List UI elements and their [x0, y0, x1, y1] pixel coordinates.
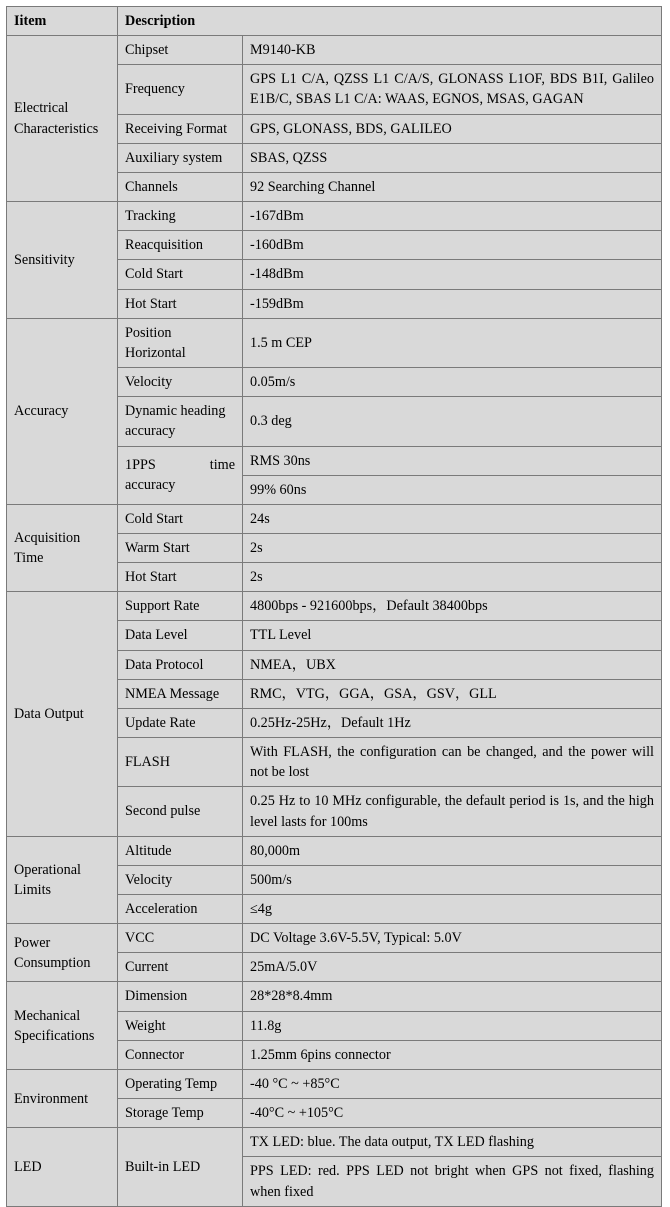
row-label-line2: accuracy — [125, 477, 176, 494]
table-row — [7, 1128, 662, 1157]
row-label: Operating Temp — [118, 1069, 243, 1098]
row-value: M9140-KB — [243, 36, 662, 65]
row-value: GPS L1 C/A, QZSS L1 C/A/S, GLONASS L1OF, BDS B1I, Galileo E1B/C, SBAS L1 C/A: WAAS, EGNOS, MSAS, GAGAN — [243, 65, 662, 114]
table-row — [7, 982, 662, 1011]
group-label-environment: Environment — [7, 1069, 118, 1127]
row-value: 500m/s — [243, 865, 662, 894]
table-body — [7, 36, 662, 1207]
row-label-line1: Position — [125, 324, 172, 341]
row-label: Acceleration — [118, 895, 243, 924]
row-value-sub1: RMS 30ns — [243, 446, 662, 475]
row-value: 0.25 Hz to 10 MHz configurable, the default period is 1s, and the high level lasts for 100ms — [243, 787, 662, 836]
row-label: Reacquisition — [118, 231, 243, 260]
table-row — [7, 1069, 662, 1098]
row-label: Built-in LED — [118, 1128, 243, 1206]
header-cell-description: Description — [118, 7, 662, 36]
row-value: 11.8g — [243, 1011, 662, 1040]
row-value-sub1: TX LED: blue. The data output, TX LED flashing — [243, 1128, 662, 1157]
row-value: 25mA/5.0V — [243, 953, 662, 982]
group-label-operational-limits: Operational Limits — [7, 836, 118, 923]
table-row — [7, 318, 662, 367]
row-label: Receiving Format — [118, 114, 243, 143]
row-value: 2s — [243, 563, 662, 592]
row-label: Hot Start — [118, 289, 243, 318]
table-header — [7, 7, 662, 36]
row-label: Dimension — [118, 982, 243, 1011]
group-label-acquisition-time: Acquisition Time — [7, 504, 118, 591]
group-label-accuracy: Accuracy — [7, 318, 118, 504]
table-row — [7, 924, 662, 953]
group-label-power-consumption: Power Consumption — [7, 924, 118, 982]
row-value: -160dBm — [243, 231, 662, 260]
row-label: Cold Start — [118, 504, 243, 533]
row-label: Data Protocol — [118, 650, 243, 679]
group-label-sensitivity: Sensitivity — [7, 202, 118, 319]
row-value: ≤4g — [243, 895, 662, 924]
row-label-line1-right: time — [209, 457, 235, 473]
table-row — [7, 202, 662, 231]
table-row — [7, 504, 662, 533]
row-label-line2: accuracy — [125, 423, 176, 440]
row-value: 0.05m/s — [243, 368, 662, 397]
row-value: GPS, GLONASS, BDS, GALILEO — [243, 114, 662, 143]
row-label: FLASH — [118, 738, 243, 787]
specification-table — [6, 6, 662, 1207]
row-value: 1.25mm 6pins connector — [243, 1040, 662, 1069]
row-value: -159dBm — [243, 289, 662, 318]
row-value: 92 Searching Channel — [243, 172, 662, 201]
row-label: Altitude — [118, 836, 243, 865]
row-value: SBAS, QZSS — [243, 143, 662, 172]
row-label: Storage Temp — [118, 1099, 243, 1128]
row-label: Frequency — [118, 65, 243, 114]
row-label: Tracking — [118, 202, 243, 231]
header-cell-item: Iitem — [7, 7, 118, 36]
row-label-line1-left: 1PPS — [125, 457, 156, 473]
row-value: 0.3 deg — [243, 397, 662, 446]
row-value: RMC，VTG，GGA，GSA，GSV，GLL — [243, 679, 662, 708]
row-label: Hot Start — [118, 563, 243, 592]
row-label: Velocity — [118, 368, 243, 397]
row-value: 80,000m — [243, 836, 662, 865]
group-label-mechanical-specifications: Mechanical Specifications — [7, 982, 118, 1069]
row-label — [118, 318, 243, 367]
row-value-sub2: 99% 60ns — [243, 475, 662, 504]
row-value: 0.25Hz-25Hz，Default 1Hz — [243, 708, 662, 737]
row-value: TTL Level — [243, 621, 662, 650]
row-label — [118, 446, 243, 504]
row-value: -167dBm — [243, 202, 662, 231]
row-label: Weight — [118, 1011, 243, 1040]
row-value: 24s — [243, 504, 662, 533]
row-label: Cold Start — [118, 260, 243, 289]
table-row — [7, 836, 662, 865]
table-row — [7, 36, 662, 65]
row-value-sub2: PPS LED: red. PPS LED not bright when GPS not fixed, flashing when fixed — [243, 1157, 662, 1206]
row-label-line2: Horizontal — [125, 344, 186, 361]
row-label: Update Rate — [118, 708, 243, 737]
row-value: NMEA，UBX — [243, 650, 662, 679]
row-value: 4800bps - 921600bps，Default 38400bps — [243, 592, 662, 621]
row-label: Auxiliary system — [118, 143, 243, 172]
row-value: 1.5 m CEP — [243, 318, 662, 367]
row-label: Velocity — [118, 865, 243, 894]
header-row — [7, 7, 662, 36]
group-label-data-output: Data Output — [7, 592, 118, 836]
row-label-line1 — [125, 455, 235, 475]
table-row — [7, 592, 662, 621]
row-label — [118, 397, 243, 446]
row-label: Connector — [118, 1040, 243, 1069]
row-value: -40 °C ~ +85°C — [243, 1069, 662, 1098]
row-value: 28*28*8.4mm — [243, 982, 662, 1011]
row-label: Warm Start — [118, 533, 243, 562]
row-label: NMEA Message — [118, 679, 243, 708]
row-label: Chipset — [118, 36, 243, 65]
group-label-led: LED — [7, 1128, 118, 1206]
row-label: Second pulse — [118, 787, 243, 836]
row-label: Channels — [118, 172, 243, 201]
row-value: -148dBm — [243, 260, 662, 289]
row-label: Current — [118, 953, 243, 982]
row-label: Data Level — [118, 621, 243, 650]
row-value: -40°C ~ +105°C — [243, 1099, 662, 1128]
row-label: Support Rate — [118, 592, 243, 621]
row-value: DC Voltage 3.6V-5.5V, Typical: 5.0V — [243, 924, 662, 953]
row-value: With FLASH, the configuration can be changed, and the power will not be lost — [243, 738, 662, 787]
row-label-line1: Dynamic heading — [125, 403, 226, 420]
row-label: VCC — [118, 924, 243, 953]
group-label-electrical-characteristics: Electrical Characteristics — [7, 36, 118, 202]
row-value: 2s — [243, 533, 662, 562]
